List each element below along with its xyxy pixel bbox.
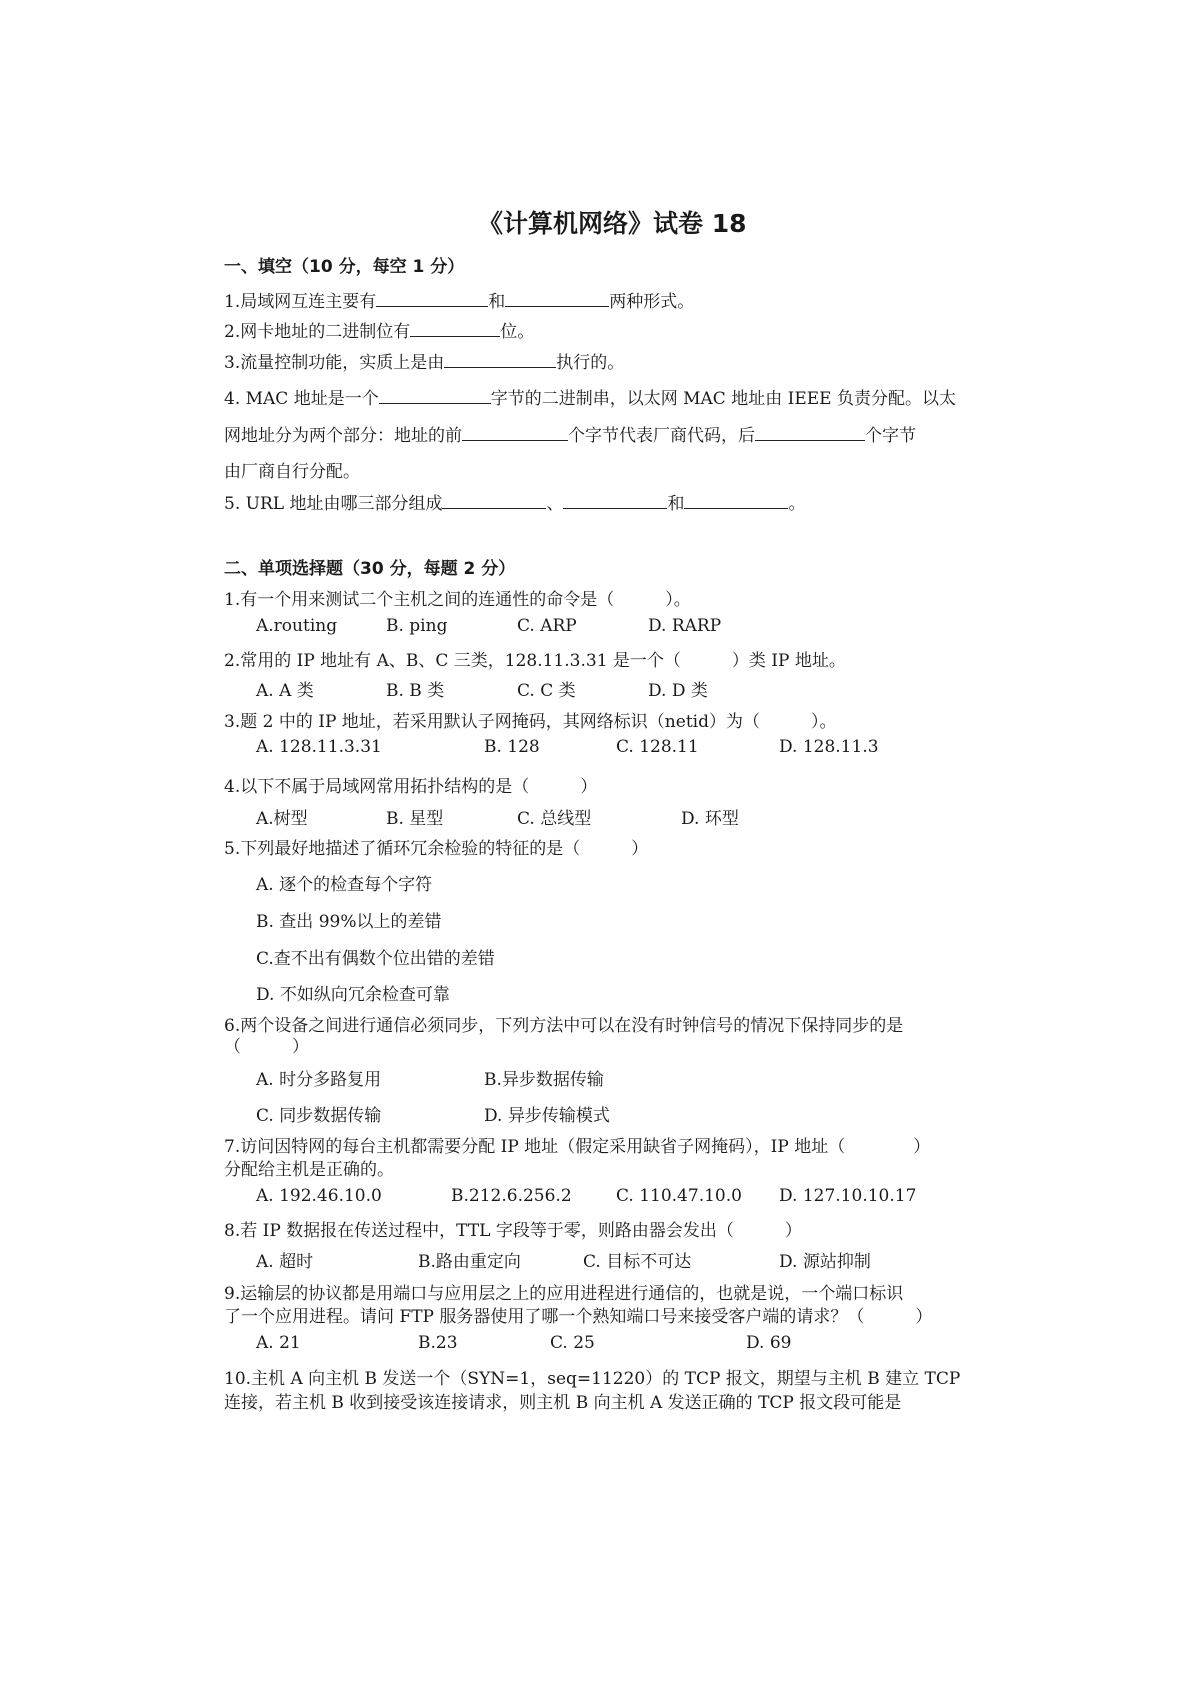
option-a[interactable]: A. 21 (256, 1333, 301, 1353)
answer-blank[interactable] (684, 492, 788, 509)
answer-blank[interactable] (379, 387, 491, 404)
question-text: 位。 (500, 322, 535, 342)
choice-question-1: 1.有一个用来测试二个主机之间的连通性的命令是（ ）。 (224, 590, 691, 610)
question-text: 3.流量控制功能，实质上是由 (224, 353, 445, 373)
option-c[interactable]: C. 目标不可达 (583, 1252, 692, 1272)
fill-question-5 (224, 489, 805, 514)
answer-blank[interactable] (444, 351, 556, 368)
option-d[interactable]: D. D 类 (648, 681, 708, 701)
choice-question-7: 7.访问因特网的每台主机都需要分配 IP 地址（假定采用缺省子网掩码），IP 地址（ ） (224, 1137, 931, 1157)
option-a[interactable]: A. 128.11.3.31 (256, 737, 382, 757)
option-c[interactable]: C. 110.47.10.0 (616, 1186, 742, 1206)
option-a[interactable]: A.树型 (256, 809, 308, 829)
choice-question-6-cont: （ ） (224, 1037, 309, 1057)
option-a[interactable]: A. 192.46.10.0 (256, 1186, 382, 1206)
question-text: 2.网卡地址的二进制位有 (224, 322, 411, 342)
question-text: 5. URL 地址由哪三部分组成 (224, 494, 443, 514)
question-text: 1.局域网互连主要有 (224, 292, 377, 312)
question-text: 、 (546, 494, 564, 514)
question-text: 和 (488, 292, 506, 312)
fill-question-4-line1 (224, 384, 956, 409)
option-d[interactable]: D. 128.11.3 (779, 737, 879, 757)
option-b[interactable]: B.23 (418, 1333, 458, 1353)
answer-blank[interactable] (462, 424, 568, 441)
option-c[interactable]: C. 128.11 (616, 737, 699, 757)
fill-question-2 (224, 317, 534, 342)
option-c[interactable]: C. C 类 (517, 681, 576, 701)
option-d[interactable]: D. 源站抑制 (779, 1252, 871, 1272)
choice-question-7-cont: 分配给主机是正确的。 (224, 1160, 394, 1180)
question-text: 执行的。 (556, 353, 625, 373)
option-d[interactable]: D. 不如纵向冗余检查可靠 (256, 985, 450, 1005)
option-d[interactable]: D. 环型 (681, 809, 739, 829)
option-c[interactable]: C. 总线型 (517, 809, 592, 829)
option-c[interactable]: C. ARP (517, 616, 577, 636)
option-d[interactable]: D. RARP (648, 616, 722, 636)
question-text: 4. MAC 地址是一个 (224, 389, 379, 409)
fill-question-4-line2 (224, 421, 916, 446)
choice-question-2: 2.常用的 IP 地址有 A、B、C 三类，128.11.3.31 是一个（ ）类 IP 地址。 (224, 651, 846, 671)
question-text: 网地址分为两个部分：地址的前 (224, 426, 462, 446)
option-b[interactable]: B. 128 (484, 737, 540, 757)
option-a[interactable]: A. 时分多路复用 (256, 1070, 382, 1090)
question-text: 。 (788, 494, 806, 514)
choice-question-8: 8.若 IP 数据报在传送过程中，TTL 字段等于零，则路由器会发出（ ） (224, 1221, 802, 1241)
choice-question-6: 6.两个设备之间进行通信必须同步，下列方法中可以在没有时钟信号的情况下保持同步的是 (224, 1016, 904, 1036)
answer-blank[interactable] (376, 290, 488, 307)
option-a[interactable]: A. 逐个的检查每个字符 (256, 875, 433, 895)
option-b[interactable]: B.212.6.256.2 (451, 1186, 572, 1206)
choice-question-5: 5.下列最好地描述了循环冗余检验的特征的是（ ） (224, 839, 649, 859)
option-a[interactable]: A. A 类 (256, 681, 314, 701)
option-b[interactable]: B. 查出 99%以上的差错 (256, 912, 442, 932)
question-text: 个字节代表厂商代码，后 (568, 426, 755, 446)
answer-blank[interactable] (410, 320, 500, 337)
fill-question-1 (224, 287, 694, 312)
question-text: 字节的二进制串，以太网 MAC 地址由 IEEE 负责分配。以太 (490, 389, 956, 409)
answer-blank[interactable] (505, 290, 609, 307)
option-b[interactable]: B.路由重定向 (418, 1252, 521, 1272)
option-b[interactable]: B. B 类 (386, 681, 445, 701)
answer-blank[interactable] (442, 492, 546, 509)
option-c[interactable]: C.查不出有偶数个位出错的差错 (256, 949, 495, 969)
choice-question-9: 9.运输层的协议都是用端口与应用层之上的应用进程进行通信的，也就是说，一个端口标识 (224, 1284, 904, 1304)
option-d[interactable]: D. 127.10.10.17 (779, 1186, 917, 1206)
option-b[interactable]: B. 星型 (386, 809, 444, 829)
option-d[interactable]: D. 69 (746, 1333, 792, 1353)
option-b[interactable]: B. ping (386, 616, 448, 636)
question-text: 两种形式。 (609, 292, 695, 312)
choice-question-4: 4.以下不属于局域网常用拓扑结构的是（ ） (224, 777, 598, 797)
section-heading-fill-in: 一、填空（10 分，每空 1 分） (224, 257, 465, 277)
option-b[interactable]: B.异步数据传输 (484, 1070, 604, 1090)
question-text: 个字节 (865, 426, 916, 446)
choice-question-3: 3.题 2 中的 IP 地址，若采用默认子网掩码，其网络标识（netid）为（ ）。 (224, 712, 837, 732)
fill-question-3 (224, 348, 624, 373)
option-c[interactable]: C. 同步数据传输 (256, 1106, 382, 1126)
option-d[interactable]: D. 异步传输模式 (484, 1106, 610, 1126)
choice-question-9-cont: 了一个应用进程。请问 FTP 服务器使用了哪一个熟知端口号来接受客户端的请求？（ ） (224, 1307, 933, 1327)
section-heading-multiple-choice: 二、单项选择题（30 分，每题 2 分） (224, 559, 516, 579)
answer-blank[interactable] (563, 492, 667, 509)
option-a[interactable]: A. 超时 (256, 1252, 314, 1272)
option-a[interactable]: A.routing (256, 616, 338, 636)
page-title: 《计算机网络》试卷 18 (478, 209, 747, 238)
option-c[interactable]: C. 25 (550, 1333, 595, 1353)
fill-question-4-line3: 由厂商自行分配。 (224, 462, 360, 482)
answer-blank[interactable] (755, 424, 865, 441)
question-text: 和 (667, 494, 685, 514)
choice-question-10-cont: 连接，若主机 B 收到接受该连接请求，则主机 B 向主机 A 发送正确的 TCP 报文段可能是 (224, 1393, 902, 1413)
choice-question-10: 10.主机 A 向主机 B 发送一个（SYN=1，seq=11220）的 TCP 报文，期望与主机 B 建立 TCP (224, 1369, 961, 1389)
